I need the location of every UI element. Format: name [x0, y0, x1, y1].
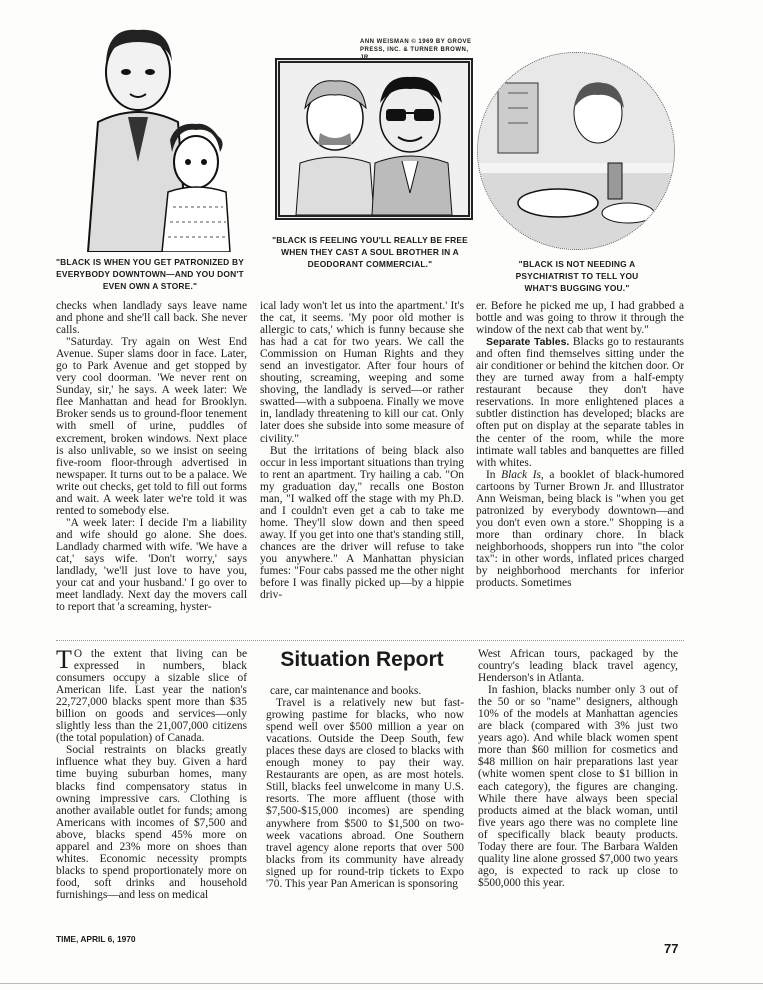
cartoon-right — [477, 52, 675, 250]
paragraph: care, car maintenance and books. — [270, 685, 422, 697]
paragraph: "Saturday. Try again on West End Avenue. Super slams door in face. Later, go to Park Avenue and get stopped by very cool doorman. 'We never rent on Sunday, sir,' he says. A week later: We flee Manhattan and head for Brooklyn. Broker sends us to ground-floor tenement with smell of urine, puddles of excrement, broken windows. Next place is also unlivable, so we insist on seeing five-room floor-through advertised in newspaper. It turns out to be a palace. We write out checks, get told to fill out forms and wait. A week later we're told it was rented to somebody else. — [56, 336, 247, 517]
bottom-rule — [0, 983, 763, 984]
paragraph — [476, 469, 684, 589]
report-column-3 — [478, 648, 678, 889]
paragraph: Travel is a relatively new but fast-growing pastime for blacks, who now spend well over $500 million a year on vacations. Outside the Deep South, few places these days are closed to blacks with enough money to pay their way. Restaurants are open, as are most hotels. Still, blacks feel unwelcome in many U.S. resorts. The more affluent (those with $7,500-$15,000 incomes) are spending anywhere from $500 to $1,500 on two-week vacations abroad. One Southern travel agency alone reports that over 500 blacks from its community have already signed up for round-trip tickets to Expo '70. This year Pan American is sponsoring — [266, 697, 464, 890]
paragraph: ical lady won't let us into the apartment.' It's the cat, it seems. 'My poor old mother is allergic to cats,' which is funny because she has had a cat for two years. We call the Commission on Human Rights and they send an investigator. After four hours of shouting, screaming, weeping and some shoving, the landlady is served—or rather swatted—with a subpoena. Finally we move in, landlady threatening to kill our cat. Only later does she subside into some measure of civility." — [260, 300, 464, 445]
caption-center: "BLACK IS FEELING YOU'LL REALLY BE FREE WHEN THEY CAST A SOUL BROTHER IN A DEODORANT COMMERCIAL." — [272, 235, 468, 269]
paragraph: But the irritations of being black also occur in less important situations than trying to rent an apartment. Try hailing a cab. "On my graduation day," recalls one Boston man, "I walked off the stage with my Ph.D. and I couldn't even get a cab to take me home. They'll slow down and then speed away. If you get into one that's standing still, chances are the driver will refuse to take you anywhere." A Manhattan physician fumes: "Four cabs passed me the other night before I was finally picked up—by a hippie driv- — [260, 444, 464, 602]
article-column-3 — [476, 300, 684, 589]
caption-left: "BLACK IS WHEN YOU GET PATRONIZED BY EVERYBODY DOWNTOWN—AND YOU DON'T EVEN OWN A STORE." — [56, 257, 244, 291]
article-column-1 — [56, 300, 247, 613]
cartoon-left-illustration — [58, 12, 244, 252]
credit-line-1: ANN WEISMAN © 1969 BY GROVE — [360, 39, 472, 45]
article-column-2 — [260, 300, 464, 601]
cartoon-center — [275, 58, 473, 220]
paragraph: er. Before he picked me up, I had grabbed a bottle and was going to throw it through the window of the next cab that went by." — [476, 300, 684, 337]
subheading-separate-tables: Separate Tables. — [486, 336, 570, 349]
paragraph: Social restraints on blacks greatly influence what they buy. Given a hard time buying suburban homes, many blacks find compensatory status in owning impressive cars. Clothing is another available outlet for funds; among Americans with incomes of $7,500 and above, blacks spend 45% more on apparel and 23% more on shoes than whites. Economic necessity prompts blacks to spend proportionately more on food, soft drinks and household furnishings—and less on medical — [56, 744, 247, 901]
cartoon-center-illustration — [280, 63, 468, 215]
paragraph: "A week later: I decide I'm a liability and wife should go alone. She does. Landlady charmed with wife. 'We have a cat,' says wife. 'Don't worry,' says landlady, 'we'll just love to have you, your cat and your husband.' I go over to meet landlady. Next day the movers call to report that 'a screaming, hyster- — [56, 516, 247, 614]
paragraph: West African tours, packaged by the country's leading black travel agency, Henderson's in Atlanta. — [478, 648, 678, 685]
footer-dateline: TIME, APRIL 6, 1970 — [56, 934, 136, 944]
book-title: Black Is, — [501, 468, 544, 481]
drop-cap: T — [56, 645, 72, 674]
page-number: 77 — [664, 941, 679, 956]
paragraph — [476, 336, 684, 469]
section-divider — [56, 640, 684, 641]
caption-right: "BLACK IS NOT NEEDING A PSYCHIATRIST TO TELL YOU WHAT'S BUGGING YOU." — [515, 259, 639, 293]
text-run: a booklet of black-humored cartoons by Turner Brown Jr. and Illustrator Ann Weisman, being black is "when you get patronized by everybody downtown—and you don't even own a store." Shopping is a more than ordinary chore. In black neighborhoods, shoppers run into "the color tax": in other words, inflated prices charged by neighborhood merchants for inferior products. Sometimes — [476, 468, 684, 590]
paragraph: In fashion, blacks number only 3 out of the 50 or so "name" designers, although 10% of the models at Manhattan agencies are black (compared with 3% just two years ago). And while black women spent more than $60 million for cosmetics and $48 million on hair preparations last year (white women spent close to $1 billion in each category), the figures are changing. While there have always been special products aimed at the black woman, until five years ago there was no complete line of specifically black beauty products. Today there are four. The Barbara Walden quality line alone grossed $7,000 two years ago, is expected to rack up close to $500,000 this year. — [478, 684, 678, 889]
report-column-2 — [266, 685, 464, 890]
paragraph — [56, 645, 247, 745]
paragraph-text: O the extent that living can be expressed in numbers, black consumers occupy a sizable slice of American life. Last year the nation's 22,727,000 blacks spent more than $35 billion on goods and services—only slightly less than the 21,007,000 citizens (the total population) of Canada. — [56, 648, 247, 745]
report-headline: Situation Report — [280, 648, 444, 671]
credit-line-2: PRESS, INC. & TURNER BROWN, — [360, 47, 469, 53]
cartoon-right-illustration — [478, 53, 674, 249]
paragraph-text: Blacks go to restaurants and often find themselves sitting under the air conditioner or behind the kitchen door. Or they are turned away from a half-empty restaurant because they don't have reservations. In more enlightened places a subtler distinction has developed; blacks are often put on display at the separate tables in the center of the room, while the more intimate wall tables and banquettes are filled with whites. — [476, 336, 684, 469]
report-column-1 — [56, 645, 247, 901]
text-run: In — [486, 468, 502, 481]
paragraph: checks when landlady says leave name and phone and she'll call back. She never calls. — [56, 300, 247, 337]
cartoon-left — [58, 12, 244, 252]
